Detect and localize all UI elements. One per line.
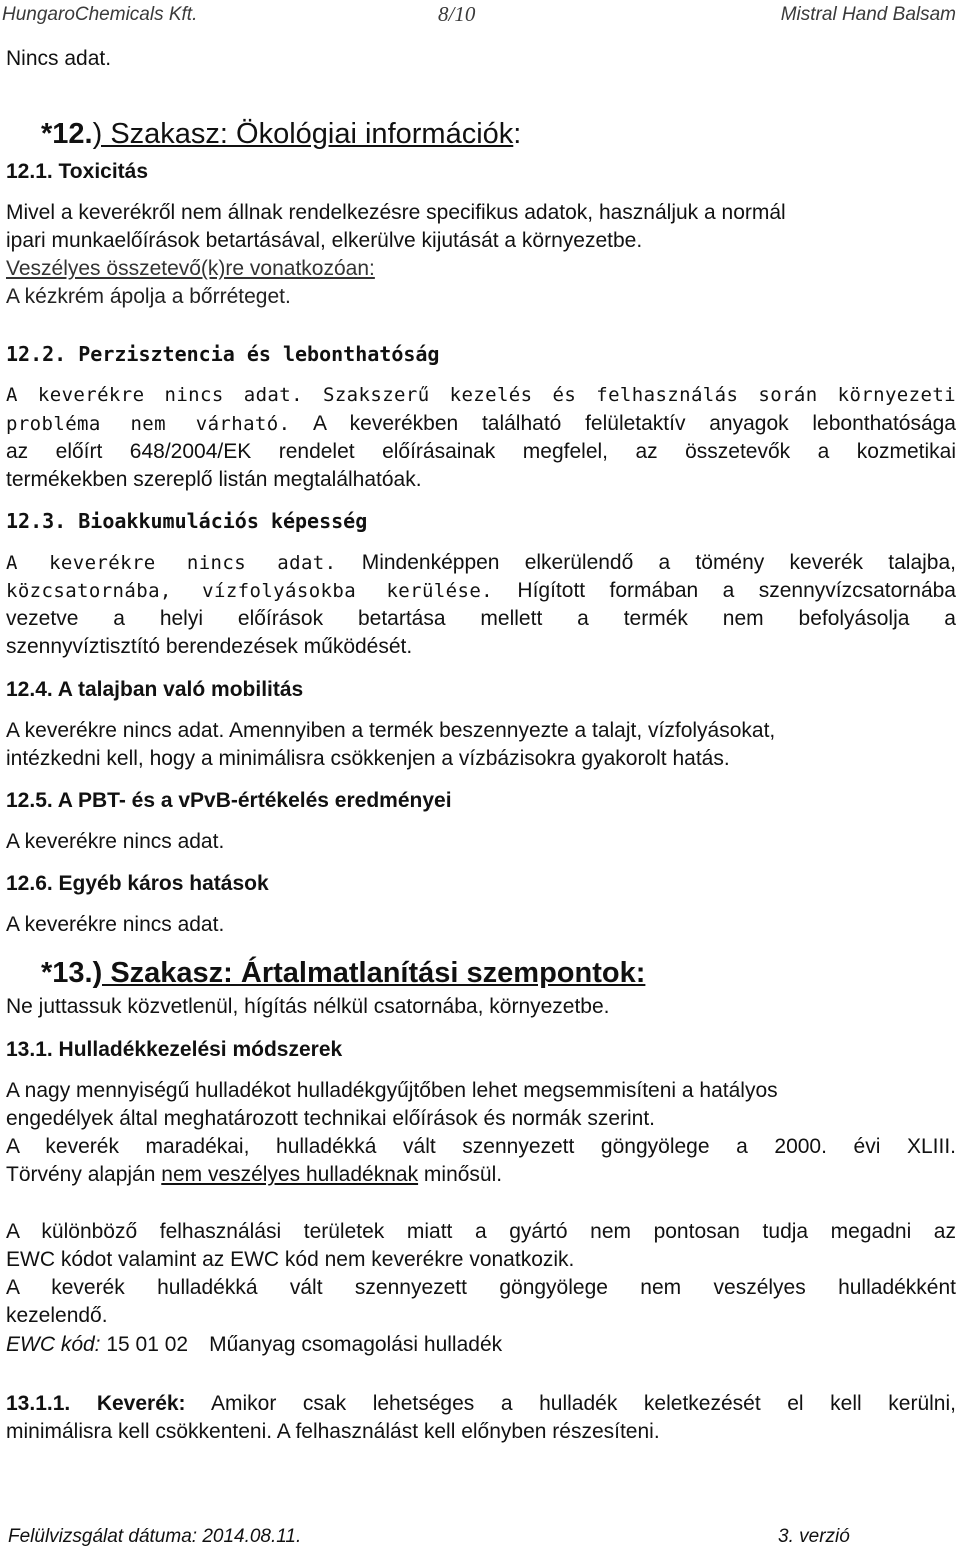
subsection-12-1-title: 12.1. Toxicitás (6, 160, 149, 183)
header-page-number: 8/10 (438, 2, 476, 26)
header-product: Mistral Hand Balsam (780, 4, 956, 25)
page-header (0, 0, 960, 26)
s12-1-hazard-label: Veszélyes összetevő(k)re vonatkozóan: (6, 257, 375, 280)
s12-2-line2: probléma nem várható. A keverékben található felületaktív anyagok lebonthatósága (6, 412, 956, 435)
s12-1-line4: A kézkrém ápolja a bőrréteget. (6, 285, 291, 308)
s13-1-p1-line1: A nagy mennyiségű hulladékot hulladékgyűjtőben lehet megsemmisíteni a hatályos (6, 1079, 778, 1102)
section-13-heading: *13.) Szakasz: Ártalmatlanítási szempontok: (41, 957, 646, 989)
s13-1-p3-line1: A különböző felhasználási területek miatt a gyártó nem pontosan tudja megadni az (6, 1220, 956, 1243)
s13-1-p3-line4: kezelendő. (6, 1304, 108, 1327)
s12-2-line4: termékekben szereplő listán megtalálhatóak. (6, 468, 422, 491)
footer-review-date: Felülvizsgálat dátuma: 2014.08.11. (8, 1526, 302, 1547)
s12-1-line1: Mivel a keverékről nem állnak rendelkezésre specifikus adatok, használjuk a normál (6, 201, 786, 224)
s13-1-p2-line1: A keverék maradékai, hulladékká vált szennyezett göngyölege a 2000. évi XLIII. (6, 1135, 956, 1158)
footer-version: 3. verzió (778, 1526, 850, 1547)
s13-1-p3-line2: EWC kódot valamint az EWC kód nem keverékre vonatkozik. (6, 1248, 575, 1271)
s12-6-line1: A keverékre nincs adat. (6, 913, 225, 936)
s12-3-line3: vezetve a helyi előírások betartása mellett a termék nem befolyásolja a (6, 607, 956, 630)
s12-3-line4: szennyvíztisztító berendezések működését. (6, 635, 413, 658)
s13-1-p3-line3: A keverék hulladékká vált szennyezett göngyölege nem veszélyes hulladékként (6, 1276, 956, 1299)
s12-4-line1: A keverékre nincs adat. Amennyiben a termék beszennyezte a talajt, vízfolyásokat, (6, 719, 776, 742)
s13-1-p2-line2: Törvény alapján nem veszélyes hulladéknak minősül. (6, 1163, 503, 1186)
s12-2-line3: az előírt 648/2004/EK rendelet előírásainak megfelel, az összetevők a kozmetikai (6, 440, 956, 463)
s12-2-line1: A keverékre nincs adat. Szakszerű kezelés és felhasználás során környezeti (6, 384, 957, 406)
s12-4-line2: intézkedni kell, hogy a minimálisra csökkenjen a vízbázisokra gyakorolt hatás. (6, 747, 730, 770)
s13-1-1-line1: 13.1.1. Keverék: Amikor csak lehetséges a hulladék keletkezését el kell kerülni, (6, 1392, 956, 1415)
s13-intro: Ne juttassuk közvetlenül, hígítás nélkül csatornába, környezetbe. (6, 995, 610, 1018)
subsection-12-3-title: 12.3. Bioakkumulációs képesség (6, 509, 368, 533)
subsection-12-2-title: 12.2. Perzisztencia és lebonthatóság (6, 342, 440, 366)
subsection-12-6-title: 12.6. Egyéb káros hatások (6, 872, 269, 895)
subsection-12-5-title: 12.5. A PBT- és a vPvB-értékelés eredményei (6, 789, 452, 812)
no-data-line: Nincs adat. (6, 47, 112, 70)
section-12-heading: *12.) Szakasz: Ökológiai információk: (41, 118, 522, 150)
s12-1-line2: ipari munkaelőírások betartásával, elkerülve kijutását a környezetbe. (6, 229, 643, 252)
s12-3-line1: A keverékre nincs adat. Mindenképpen elkerülendő a tömény keverék talajba, (6, 551, 956, 574)
s13-1-1-line2: minimálisra kell csökkenteni. A felhasználást kell előnyben részesíteni. (6, 1420, 660, 1443)
subsection-12-4-title: 12.4. A talajban való mobilitás (6, 678, 304, 701)
s12-3-line2: közcsatornába, vízfolyásokba kerülése. Hígított formában a szennyvízcsatornába (6, 579, 956, 602)
s12-5-line1: A keverékre nincs adat. (6, 830, 225, 853)
s13-1-p1-line2: engedélyek által meghatározott technikai előírások és normák szerint. (6, 1107, 656, 1130)
subsection-13-1-title: 13.1. Hulladékkezelési módszerek (6, 1038, 343, 1061)
ewc-code-line: EWC kód: 15 01 02 Műanyag csomagolási hulladék (6, 1333, 503, 1356)
header-company: HungaroChemicals Kft. (2, 4, 198, 25)
